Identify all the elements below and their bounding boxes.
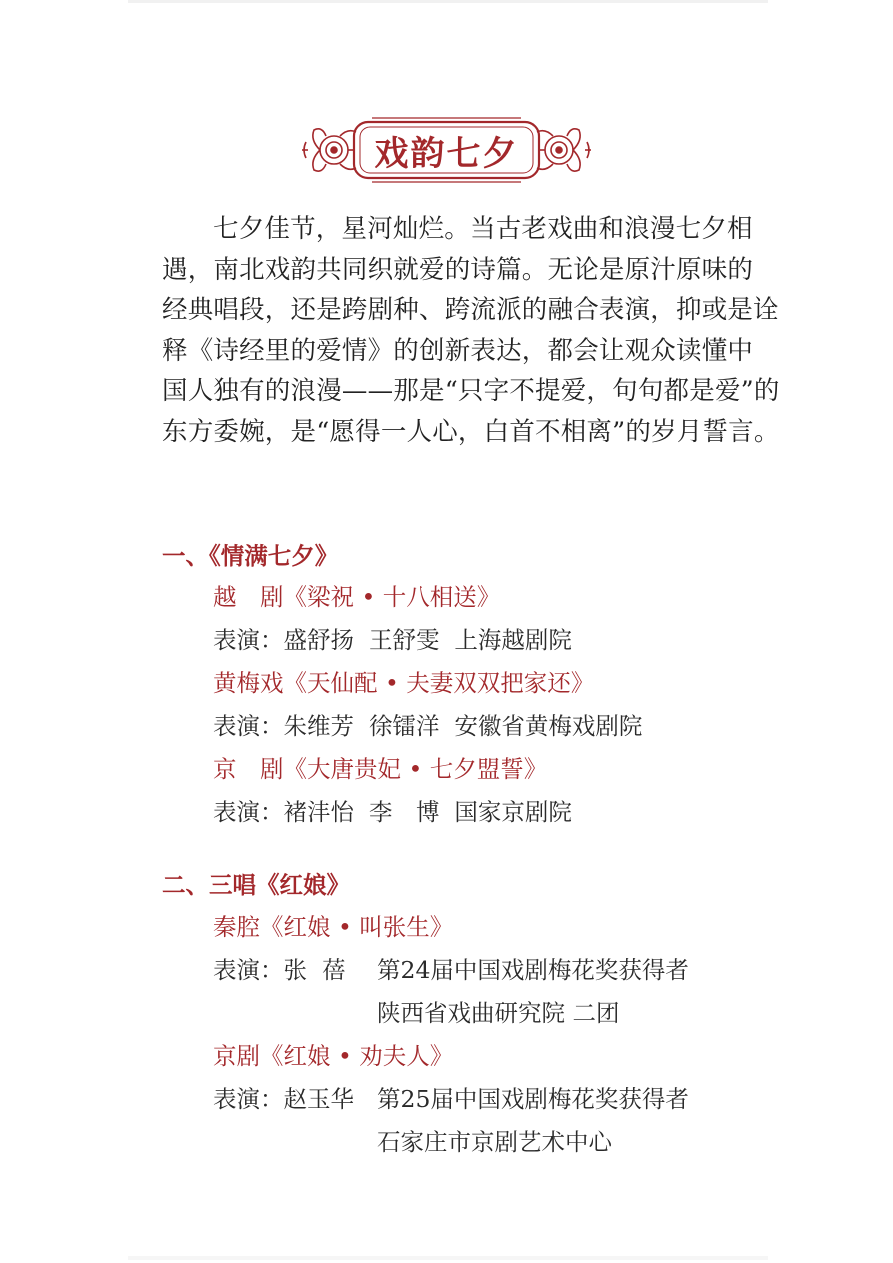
program-item <box>213 664 594 698</box>
perform-label: 表演： <box>213 956 284 984</box>
perform-label: 表演： <box>213 626 284 654</box>
program-work: 《红娘 • 劝夫人》 <box>260 1042 454 1070</box>
intro-line: 经典唱段，还是跨剧种、跨流派的融合表演，抑或是诠 <box>162 295 779 326</box>
performer-org: 陕西省戏曲研究院 二团 <box>377 999 620 1027</box>
program-work: 《大唐贵妃 • 七夕盟誓》 <box>283 755 548 783</box>
bottom-rule <box>128 1256 768 1260</box>
performers: 朱维芳 徐镭洋 安徽省黄梅戏剧院 <box>283 712 643 740</box>
program-genre: 京 剧 <box>213 755 284 783</box>
program-item <box>213 1037 453 1071</box>
perform-label: 表演： <box>213 712 284 740</box>
program-genre: 越 剧 <box>213 583 284 611</box>
program-item <box>213 908 453 942</box>
perform-label: 表演： <box>213 1085 284 1113</box>
program-genre: 秦腔 <box>213 913 260 941</box>
performers: 盛舒扬 王舒雯 上海越剧院 <box>283 626 572 654</box>
performer-line <box>213 951 733 984</box>
performer-name: 赵玉华 <box>283 1085 354 1113</box>
program-item <box>213 750 547 784</box>
section-title: 二、三唱《红娘》 <box>162 871 350 899</box>
intro-line: 释《诗经里的爱情》的创新表达，都会让观众读懂中 <box>162 335 754 366</box>
program-work: 《天仙配 • 夫妻双双把家还》 <box>283 669 595 697</box>
top-rule <box>128 0 768 3</box>
performers: 褚沣怡 李 博 国家京剧院 <box>283 798 572 826</box>
performer-line <box>213 707 642 741</box>
performer-line <box>213 793 572 827</box>
intro-line: 东方委婉，是“愿得一人心，白首不相离”的岁月誓言。 <box>162 416 780 447</box>
intro-line: 遇，南北戏韵共同织就爱的诗篇。无论是原汁原味的 <box>162 254 754 285</box>
performer-award: 第25届中国戏剧梅花奖获得者 <box>377 1085 689 1113</box>
performer-name: 张 蓓 <box>283 956 346 984</box>
intro-paragraph <box>162 209 780 453</box>
performer-line <box>213 1080 733 1113</box>
perform-label: 表演： <box>213 798 284 826</box>
page-title: 戏韵七夕 <box>374 133 519 174</box>
intro-line: 国人独有的浪漫——那是“只字不提爱，句句都是爱”的 <box>162 376 780 407</box>
program-genre: 黄梅戏 <box>213 669 284 697</box>
program-work: 《红娘 • 叫张生》 <box>260 913 454 941</box>
performer-award: 第24届中国戏剧梅花奖获得者 <box>377 956 689 984</box>
performer-line <box>213 621 572 655</box>
program-genre: 京剧 <box>213 1042 260 1070</box>
section-title: 一、《情满七夕》 <box>162 542 339 570</box>
intro-line: 七夕佳节，星河灿烂。当古老戏曲和浪漫七夕相 <box>213 214 753 244</box>
performer-org: 石家庄市京剧艺术中心 <box>377 1128 612 1156</box>
title-plaque <box>300 112 593 188</box>
program-work: 《梁祝 • 十八相送》 <box>283 583 501 611</box>
program-item <box>213 578 500 612</box>
